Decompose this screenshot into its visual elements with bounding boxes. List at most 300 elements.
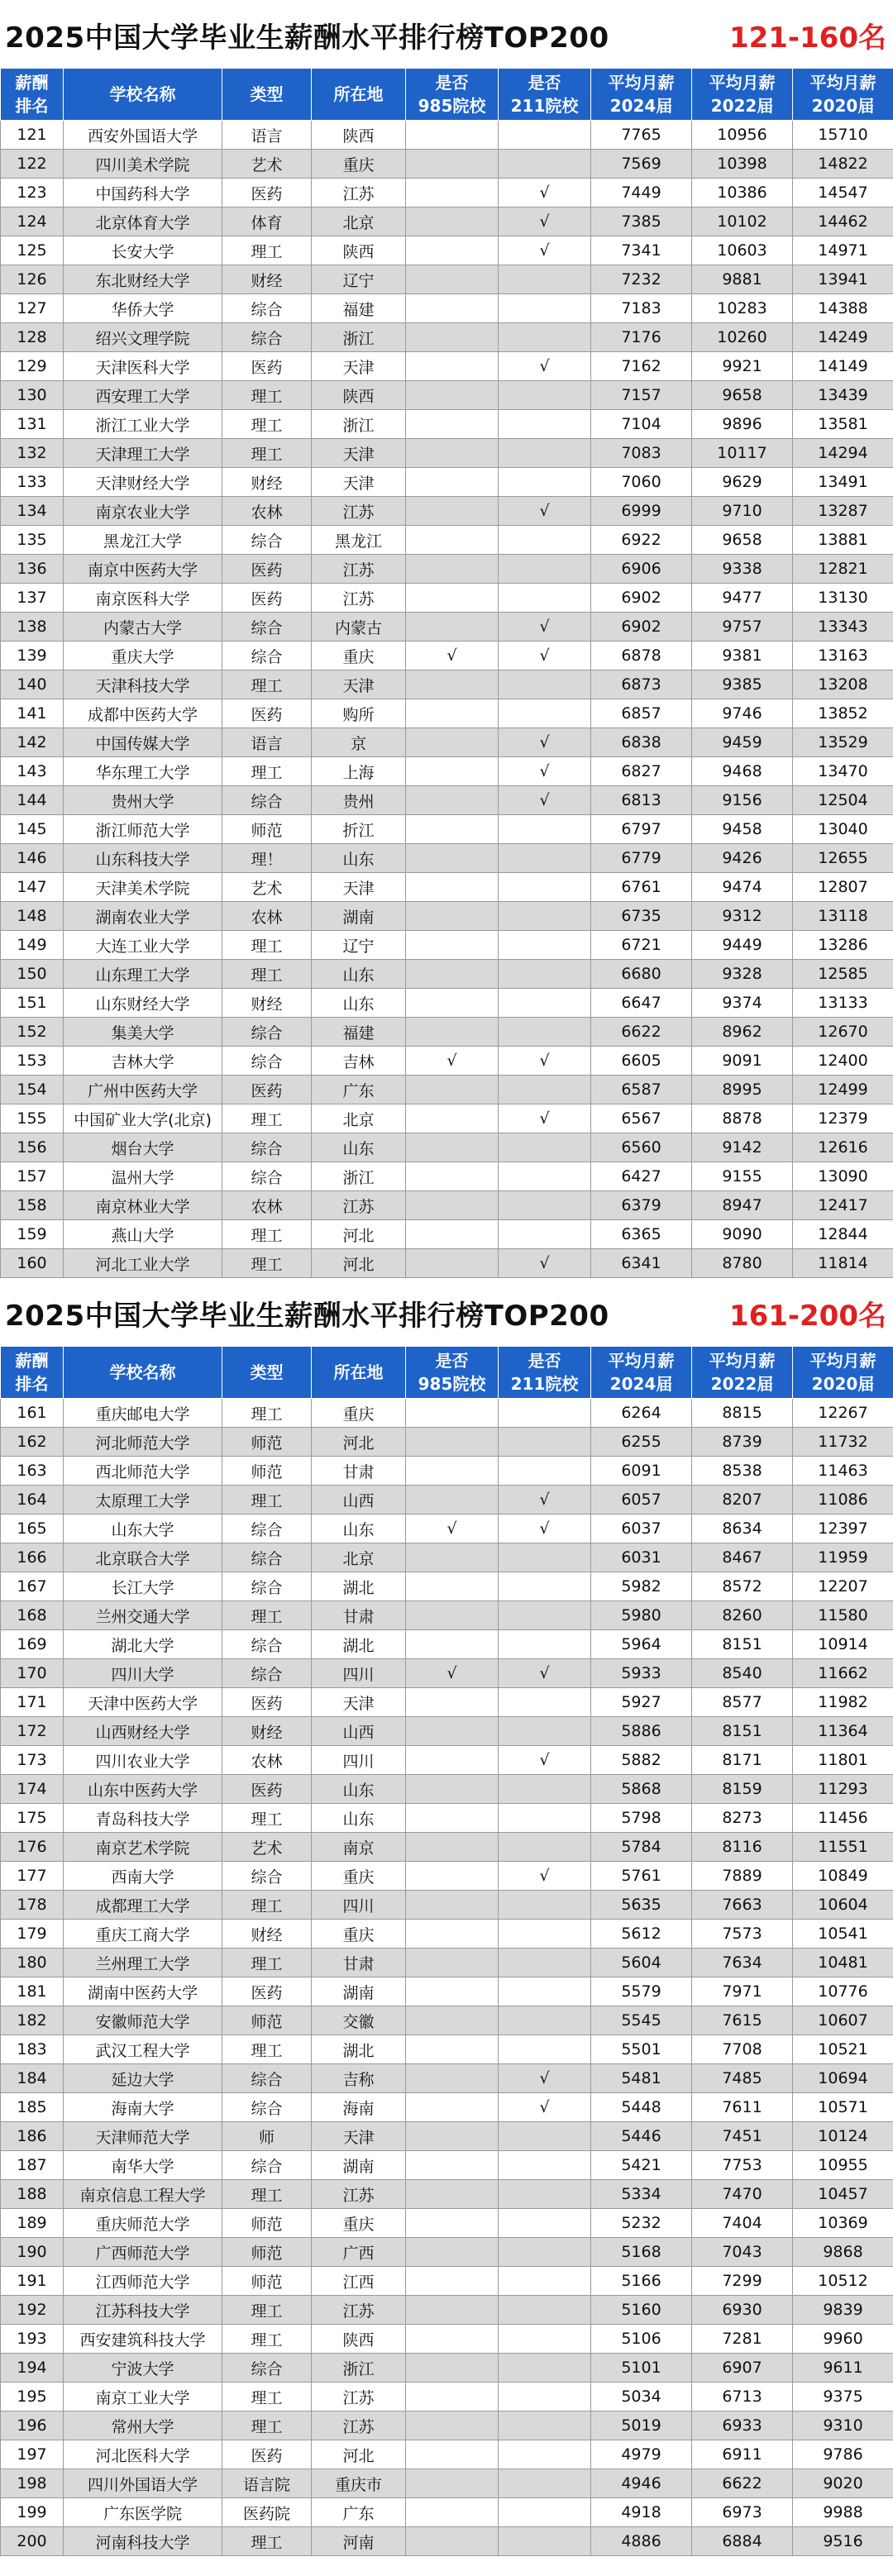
column-header: [64, 69, 222, 121]
table-cell: [406, 1191, 499, 1220]
table-cell: 5501: [591, 2035, 692, 2064]
table-cell: [499, 2180, 591, 2209]
table-cell: 167: [1, 1572, 64, 1601]
table-cell: 9710: [692, 497, 793, 526]
table-cell: 财经: [222, 265, 312, 294]
table-cell: [499, 584, 591, 613]
table-row: [1, 873, 893, 902]
column-header-line: 是否: [528, 1351, 561, 1371]
table-row: [1, 1399, 893, 1428]
table-cell: [499, 931, 591, 960]
table-cell: 宁波大学: [64, 2354, 222, 2383]
table-row: [1, 2325, 893, 2354]
table-cell: 理工: [222, 2296, 312, 2325]
table-cell: 9477: [692, 584, 793, 613]
table-cell: 7299: [692, 2267, 793, 2296]
table-row: [1, 2006, 893, 2035]
table-cell: [406, 121, 499, 150]
table-cell: 医药院: [222, 2498, 312, 2527]
table-cell: 6647: [591, 989, 692, 1018]
table-cell: 浙江工业大学: [64, 410, 222, 439]
table-cell: √: [499, 497, 591, 526]
table-cell: 10849: [793, 1862, 893, 1891]
table-cell: [406, 1428, 499, 1457]
table-cell: 166: [1, 1543, 64, 1572]
column-header-line: 平均月薪: [809, 1351, 876, 1371]
table-cell: 广西师范大学: [64, 2238, 222, 2267]
table-cell: 172: [1, 1717, 64, 1746]
table-cell: 9020: [793, 2469, 893, 2498]
table-cell: 8116: [692, 1833, 793, 1862]
table-cell: 11293: [793, 1775, 893, 1804]
table-cell: 10283: [692, 294, 793, 323]
table-cell: 5868: [591, 1775, 692, 1804]
column-header: [1, 69, 64, 121]
table-cell: 西安理工大学: [64, 381, 222, 410]
table-cell: [406, 1457, 499, 1486]
table-cell: 132: [1, 439, 64, 468]
table-row: [1, 2383, 893, 2411]
table-cell: 145: [1, 815, 64, 844]
table-cell: [406, 989, 499, 1018]
table-cell: 江苏: [312, 555, 406, 584]
table-cell: 8273: [692, 1804, 793, 1833]
table-cell: 天津: [312, 670, 406, 699]
table-cell: 体育: [222, 208, 312, 236]
table-cell: 150: [1, 960, 64, 989]
table-cell: √: [406, 1515, 499, 1543]
table-row: [1, 1659, 893, 1688]
table-cell: 7060: [591, 468, 692, 497]
table-cell: 理工: [222, 1399, 312, 1428]
table-header-row: [1, 69, 893, 121]
table-cell: 天津: [312, 468, 406, 497]
table-cell: [499, 2354, 591, 2383]
table-cell: 10512: [793, 2267, 893, 2296]
table-cell: 福建: [312, 1018, 406, 1047]
table-cell: 9757: [692, 613, 793, 642]
table-cell: 9385: [692, 670, 793, 699]
table-cell: 192: [1, 2296, 64, 2325]
table-cell: 12499: [793, 1076, 893, 1104]
table-cell: 12504: [793, 786, 893, 815]
table-cell: 5982: [591, 1572, 692, 1601]
table-cell: [499, 2151, 591, 2180]
table-cell: 8540: [692, 1659, 793, 1688]
table-cell: 师范: [222, 2006, 312, 2035]
table-cell: 西安外国语大学: [64, 121, 222, 150]
table-row: [1, 960, 893, 989]
table-cell: [499, 1688, 591, 1717]
table-cell: 河南: [312, 2527, 406, 2556]
table-cell: 医药: [222, 2440, 312, 2469]
table-cell: 13852: [793, 699, 893, 728]
table-cell: 10956: [692, 121, 793, 150]
table-row: [1, 1920, 893, 1949]
table-cell: [406, 960, 499, 989]
table-cell: 四川外国语大学: [64, 2469, 222, 2498]
table-row: [1, 1249, 893, 1278]
table-cell: 174: [1, 1775, 64, 1804]
table-cell: 136: [1, 555, 64, 584]
column-header-line: 平均月薪: [608, 73, 675, 93]
table-cell: 11959: [793, 1543, 893, 1572]
table-cell: 华东理工大学: [64, 757, 222, 786]
table-cell: 5579: [591, 1977, 692, 2006]
table-cell: 14388: [793, 294, 893, 323]
table-cell: 吉林大学: [64, 1047, 222, 1076]
table-cell: 8577: [692, 1688, 793, 1717]
table-row: [1, 1775, 893, 1804]
table-cell: 9155: [692, 1162, 793, 1191]
table-cell: 山东中医药大学: [64, 1775, 222, 1804]
table-cell: 155: [1, 1104, 64, 1133]
table-cell: 中国传媒大学: [64, 728, 222, 757]
table-cell: 9459: [692, 728, 793, 757]
table-cell: 10117: [692, 439, 793, 468]
table-cell: 综合: [222, 1047, 312, 1076]
table-cell: 9338: [692, 555, 793, 584]
table-cell: 7708: [692, 2035, 793, 2064]
table-cell: 7162: [591, 352, 692, 381]
table-cell: [499, 699, 591, 728]
table-cell: 8815: [692, 1399, 793, 1428]
column-header: [312, 69, 406, 121]
table-cell: 综合: [222, 1133, 312, 1162]
table-row: [1, 1133, 893, 1162]
table-cell: 江苏: [312, 2383, 406, 2411]
table-row: [1, 699, 893, 728]
column-header: [222, 69, 312, 121]
table-cell: 170: [1, 1659, 64, 1688]
table-cell: 173: [1, 1746, 64, 1775]
table-cell: 理工: [222, 960, 312, 989]
table-cell: 164: [1, 1486, 64, 1515]
table-row: [1, 1746, 893, 1775]
table-cell: 绍兴文理学院: [64, 323, 222, 352]
table-cell: 综合: [222, 526, 312, 555]
table-cell: 125: [1, 236, 64, 265]
table-cell: [406, 1572, 499, 1601]
table-cell: 13130: [793, 584, 893, 613]
table-cell: 购所: [312, 699, 406, 728]
table-cell: 四川美术学院: [64, 150, 222, 179]
table-cell: 长安大学: [64, 236, 222, 265]
table-cell: [499, 1428, 591, 1457]
table-cell: 13439: [793, 381, 893, 410]
table-cell: 天津财经大学: [64, 468, 222, 497]
table-row: [1, 2093, 893, 2122]
table-cell: 5927: [591, 1688, 692, 1717]
table-cell: 6813: [591, 786, 692, 815]
table-cell: 9426: [692, 844, 793, 873]
table-cell: 湖南: [312, 1977, 406, 2006]
table-cell: 黑龙江: [312, 526, 406, 555]
table-cell: 理工: [222, 1601, 312, 1630]
table-cell: 7281: [692, 2325, 793, 2354]
table-cell: 5168: [591, 2238, 692, 2267]
table-cell: 山东大学: [64, 1515, 222, 1543]
table-cell: 10260: [692, 323, 793, 352]
table-cell: 广东医学院: [64, 2498, 222, 2527]
table-cell: 10541: [793, 1920, 893, 1949]
table-cell: 江苏: [312, 1191, 406, 1220]
ranking-section: [0, 1278, 893, 2556]
table-cell: [406, 2354, 499, 2383]
table-cell: 6037: [591, 1515, 692, 1543]
table-cell: 山东: [312, 1133, 406, 1162]
table-cell: 13343: [793, 613, 893, 642]
table-cell: 北京: [312, 1104, 406, 1133]
rank-range-label: 161-200名: [728, 1300, 886, 1333]
table-cell: 13163: [793, 642, 893, 670]
column-header-line: 类型: [250, 1362, 284, 1382]
table-cell: 5784: [591, 1833, 692, 1862]
table-cell: 9328: [692, 960, 793, 989]
table-cell: 江西: [312, 2267, 406, 2296]
table-row: [1, 439, 893, 468]
table-cell: 163: [1, 1457, 64, 1486]
table-cell: [406, 2498, 499, 2527]
table-cell: 9090: [692, 1220, 793, 1249]
table-header-row: [1, 1347, 893, 1399]
table-cell: 山西: [312, 1717, 406, 1746]
table-cell: 湖北: [312, 2035, 406, 2064]
table-cell: 5635: [591, 1891, 692, 1920]
table-row: [1, 728, 893, 757]
table-cell: 吉林: [312, 1047, 406, 1076]
table-cell: 四川大学: [64, 1659, 222, 1688]
table-cell: 184: [1, 2064, 64, 2093]
table-cell: 8995: [692, 1076, 793, 1104]
table-row: [1, 902, 893, 931]
table-cell: 贵州大学: [64, 786, 222, 815]
table-cell: 183: [1, 2035, 64, 2064]
table-cell: [499, 873, 591, 902]
table-cell: 河北师范大学: [64, 1428, 222, 1457]
table-cell: 12821: [793, 555, 893, 584]
table-cell: 5980: [591, 1601, 692, 1630]
table-cell: [499, 1191, 591, 1220]
table-cell: [406, 1630, 499, 1659]
table-cell: √: [499, 642, 591, 670]
column-header-line: 所在地: [333, 1362, 384, 1382]
table-cell: 综合: [222, 2064, 312, 2093]
table-cell: 医药: [222, 1076, 312, 1104]
table-cell: 161: [1, 1399, 64, 1428]
table-cell: 河北医科大学: [64, 2440, 222, 2469]
table-cell: 综合: [222, 1543, 312, 1572]
table-cell: [406, 1804, 499, 1833]
table-cell: 综合: [222, 1162, 312, 1191]
table-cell: 农林: [222, 902, 312, 931]
table-cell: √: [499, 1746, 591, 1775]
table-cell: 燕山大学: [64, 1220, 222, 1249]
column-header: [406, 69, 499, 121]
table-cell: 湖南中医药大学: [64, 1977, 222, 2006]
table-cell: 200: [1, 2527, 64, 2556]
table-cell: 7157: [591, 381, 692, 410]
rank-range-label: 121-160名: [728, 21, 886, 55]
table-cell: 195: [1, 2383, 64, 2411]
table-cell: [406, 1862, 499, 1891]
table-cell: 浙江: [312, 410, 406, 439]
table-cell: [406, 613, 499, 642]
table-cell: [406, 2151, 499, 2180]
table-cell: 15710: [793, 121, 893, 150]
table-cell: 医药: [222, 584, 312, 613]
table-cell: [406, 1486, 499, 1515]
table-cell: √: [499, 208, 591, 236]
table-cell: 191: [1, 2267, 64, 2296]
table-row: [1, 555, 893, 584]
table-cell: 福建: [312, 294, 406, 323]
table-cell: 10124: [793, 2122, 893, 2151]
table-cell: [499, 121, 591, 150]
table-row: [1, 497, 893, 526]
table-cell: 6379: [591, 1191, 692, 1220]
table-cell: 天津: [312, 1688, 406, 1717]
column-header-line: 2024届: [609, 1374, 673, 1394]
table-cell: 7232: [591, 265, 692, 294]
table-cell: 河北: [312, 1428, 406, 1457]
salary-ranking-table: [0, 68, 893, 1278]
table-cell: 重庆: [312, 1920, 406, 1949]
column-header: [499, 69, 591, 121]
table-cell: 综合: [222, 1630, 312, 1659]
table-cell: 综合: [222, 1659, 312, 1688]
table-row: [1, 1977, 893, 2006]
table-cell: √: [499, 1104, 591, 1133]
table-cell: 医药: [222, 699, 312, 728]
table-cell: 天津中医药大学: [64, 1688, 222, 1717]
table-cell: 9611: [793, 2354, 893, 2383]
table-cell: √: [499, 352, 591, 381]
table-cell: 4979: [591, 2440, 692, 2469]
table-cell: 12655: [793, 844, 893, 873]
table-cell: 9156: [692, 786, 793, 815]
table-cell: 10457: [793, 2180, 893, 2209]
table-cell: 10102: [692, 208, 793, 236]
table-cell: 158: [1, 1191, 64, 1220]
table-cell: 6911: [692, 2440, 793, 2469]
table-cell: [406, 1977, 499, 2006]
table-cell: [499, 323, 591, 352]
table-cell: 8260: [692, 1601, 793, 1630]
table-cell: [406, 2469, 499, 2498]
table-cell: 综合: [222, 2151, 312, 2180]
table-cell: 北京联合大学: [64, 1543, 222, 1572]
table-cell: 122: [1, 150, 64, 179]
table-cell: 14547: [793, 179, 893, 208]
table-cell: 157: [1, 1162, 64, 1191]
table-row: [1, 1104, 893, 1133]
section-title: 2025中国大学毕业生薪酬水平排行榜TOP200: [5, 21, 609, 55]
table-row: [1, 1018, 893, 1047]
table-cell: 6735: [591, 902, 692, 931]
table-cell: 9516: [793, 2527, 893, 2556]
table-cell: [406, 555, 499, 584]
table-cell: 152: [1, 1018, 64, 1047]
column-header: [692, 69, 793, 121]
table-cell: 7176: [591, 323, 692, 352]
table-cell: [406, 265, 499, 294]
table-cell: [406, 786, 499, 815]
table-cell: 12207: [793, 1572, 893, 1601]
table-cell: [499, 1949, 591, 1977]
table-cell: 南京艺术学院: [64, 1833, 222, 1862]
table-cell: 160: [1, 1249, 64, 1278]
table-cell: 9868: [793, 2238, 893, 2267]
table-cell: 理工: [222, 439, 312, 468]
column-header: [793, 1347, 893, 1399]
table-cell: 5481: [591, 2064, 692, 2093]
table-cell: 广西: [312, 2238, 406, 2267]
table-cell: 8538: [692, 1457, 793, 1486]
table-cell: 6587: [591, 1076, 692, 1104]
table-cell: 7449: [591, 179, 692, 208]
table-cell: [406, 497, 499, 526]
table-cell: 山西财经大学: [64, 1717, 222, 1746]
table-cell: 江苏: [312, 2411, 406, 2440]
table-cell: 天津: [312, 873, 406, 902]
table-cell: 12670: [793, 1018, 893, 1047]
table-cell: 124: [1, 208, 64, 236]
table-cell: 艺术: [222, 873, 312, 902]
table-cell: 12616: [793, 1133, 893, 1162]
table-cell: [499, 960, 591, 989]
table-cell: 南华大学: [64, 2151, 222, 2180]
table-cell: √: [499, 786, 591, 815]
table-cell: [406, 2035, 499, 2064]
table-cell: 理工: [222, 1249, 312, 1278]
table-cell: 5446: [591, 2122, 692, 2151]
table-cell: 6902: [591, 613, 692, 642]
table-row: [1, 265, 893, 294]
table-cell: 12844: [793, 1220, 893, 1249]
table-cell: 14294: [793, 439, 893, 468]
table-cell: 177: [1, 1862, 64, 1891]
table-cell: 186: [1, 2122, 64, 2151]
table-cell: [406, 2267, 499, 2296]
table-cell: √: [499, 179, 591, 208]
table-cell: [499, 1133, 591, 1162]
table-cell: 7889: [692, 1862, 793, 1891]
table-cell: √: [499, 1249, 591, 1278]
table-cell: 6721: [591, 931, 692, 960]
table-cell: 5166: [591, 2267, 692, 2296]
table-cell: 146: [1, 844, 64, 873]
table-cell: 西南大学: [64, 1862, 222, 1891]
table-cell: 13287: [793, 497, 893, 526]
table-cell: 6341: [591, 1249, 692, 1278]
column-header: [222, 1347, 312, 1399]
table-cell: [499, 989, 591, 1018]
table-cell: 江苏科技大学: [64, 2296, 222, 2325]
table-cell: 126: [1, 265, 64, 294]
table-cell: 7043: [692, 2238, 793, 2267]
table-cell: 6255: [591, 1428, 692, 1457]
table-cell: 医药: [222, 555, 312, 584]
table-cell: [406, 699, 499, 728]
table-cell: 8878: [692, 1104, 793, 1133]
table-cell: 154: [1, 1076, 64, 1104]
table-cell: 师范: [222, 815, 312, 844]
column-header-line: 2020届: [811, 96, 875, 116]
table-cell: [406, 584, 499, 613]
table-cell: 138: [1, 613, 64, 642]
table-cell: 6713: [692, 2383, 793, 2411]
